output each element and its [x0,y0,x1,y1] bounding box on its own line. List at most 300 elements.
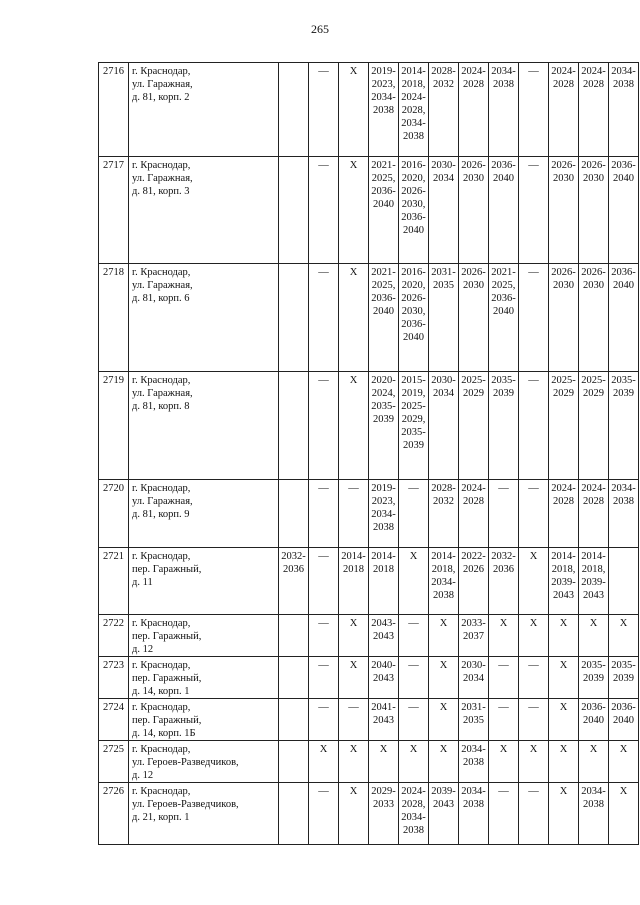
period-line: X [349,66,358,77]
period-cell [609,157,639,264]
period-cell [609,63,639,157]
address-line: д. 81, корп. 9 [132,509,190,520]
period-cell [279,480,309,548]
period-line: — [498,786,509,797]
period-line: 2018, [581,564,606,575]
address-line: г. Краснодар, [132,786,191,797]
period-line: 2024- [401,92,426,103]
period-line: X [349,786,358,797]
period-cell [399,699,429,741]
period-cell [579,372,609,480]
period-cell [459,615,489,657]
period-line: 2014- [581,551,606,562]
period-cell [429,63,459,157]
period-line: 2034- [581,786,606,797]
period-line: X [439,618,448,629]
period-cell [399,657,429,699]
period-line: 2030 [553,173,574,184]
period-cell [279,741,309,783]
period-cell [429,615,459,657]
period-line: 2036- [491,160,516,171]
period-line: 2025, [491,280,516,291]
period-line: — [318,267,329,278]
period-line: 2036- [371,186,396,197]
period-cell [429,372,459,480]
period-line: 2038 [493,79,514,90]
period-line: 2025- [461,375,486,386]
address-line: д. 81, корп. 3 [132,186,190,197]
period-cell [579,615,609,657]
period-line: 2039- [581,577,606,588]
period-line: 2031- [431,267,456,278]
address-line: д. 14, корп. 1Б [132,728,196,739]
period-line: — [348,702,359,713]
period-cell [399,548,429,615]
period-cell [399,741,429,783]
table-row [99,63,639,157]
address-line: г. Краснодар, [132,744,191,755]
address-line: г. Краснодар, [132,375,191,386]
period-cell [579,480,609,548]
period-line: 2032 [433,496,454,507]
period-cell [309,699,339,741]
period-line: 2023, [371,496,396,507]
period-line: — [528,160,539,171]
period-cell [579,657,609,699]
period-line: X [349,618,358,629]
period-cell [549,264,579,372]
period-line: 2034- [431,577,456,588]
address-line: г. Краснодар, [132,267,191,278]
period-line: 2029- [371,786,396,797]
row-number: 2717 [99,157,129,264]
period-line: X [349,660,358,671]
period-cell [489,264,519,372]
period-line: 2021- [371,160,396,171]
period-line: — [348,483,359,494]
period-line: 2028 [463,79,484,90]
period-line: 2026- [551,267,576,278]
period-cell [399,157,429,264]
period-line: — [528,66,539,77]
period-line: 2040 [373,306,394,317]
period-line: 2038 [373,522,394,533]
period-cell [309,783,339,845]
period-cell [609,783,639,845]
address-line: ул. Героев-Разведчиков, [132,757,239,768]
period-cell [459,783,489,845]
period-cell [519,615,549,657]
period-cell [549,63,579,157]
period-line: 2025- [581,375,606,386]
period-line: 2028, [401,105,426,116]
period-cell [429,157,459,264]
period-line: — [528,660,539,671]
period-line: 2029 [553,388,574,399]
period-cell [279,699,309,741]
period-cell [429,548,459,615]
period-line: — [318,160,329,171]
period-line: 2030- [431,160,456,171]
period-cell [429,480,459,548]
period-line: X [439,702,448,713]
period-line: 2043- [371,618,396,629]
period-cell [279,615,309,657]
period-line: 2016- [401,160,426,171]
period-cell [279,783,309,845]
period-line: X [349,160,358,171]
period-cell [459,657,489,699]
period-line: 2040 [613,173,634,184]
period-line: 2028- [431,66,456,77]
row-number: 2718 [99,264,129,372]
period-line: 2040 [613,715,634,726]
period-line: X [499,744,508,755]
period-line: 2040 [493,306,514,317]
period-line: — [408,660,419,671]
period-cell [609,372,639,480]
period-cell [519,63,549,157]
period-cell [339,615,369,657]
period-line: 2014- [551,551,576,562]
row-number: 2722 [99,615,129,657]
period-cell [279,63,309,157]
period-line: 2026 [463,564,484,575]
period-line: — [318,375,329,386]
address-line: д. 81, корп. 6 [132,293,190,304]
period-line: 2038 [613,79,634,90]
address-line: д. 12 [132,644,154,655]
period-line: 2029, [401,414,426,425]
period-line: 2043 [373,631,394,642]
period-cell [609,480,639,548]
period-cell [309,657,339,699]
period-line: 2036- [371,293,396,304]
period-line: X [349,375,358,386]
table-row [99,741,639,783]
period-cell [489,615,519,657]
period-cell [489,548,519,615]
period-line: X [529,618,538,629]
period-line: X [379,744,388,755]
period-line: 2023, [371,79,396,90]
period-line: X [619,786,628,797]
period-line: — [528,375,539,386]
period-cell [609,615,639,657]
period-cell [279,264,309,372]
period-line: 2030- [461,660,486,671]
period-line: 2032 [433,79,454,90]
period-cell [339,699,369,741]
period-line: 2030, [401,199,426,210]
period-line: 2041- [371,702,396,713]
period-cell [369,699,399,741]
period-cell [459,157,489,264]
period-line: 2036- [401,212,426,223]
period-line: 2034 [433,173,454,184]
period-line: — [318,702,329,713]
period-line: 2040 [373,199,394,210]
row-number: 2721 [99,548,129,615]
period-line: 2033 [373,799,394,810]
period-line: 2035 [463,715,484,726]
period-cell [609,264,639,372]
period-cell [549,480,579,548]
period-line: 2032- [281,551,306,562]
period-line: 2035- [581,660,606,671]
period-line: 2026- [581,160,606,171]
period-cell [339,657,369,699]
period-cell [309,157,339,264]
period-line: 2018, [551,564,576,575]
period-line: 2043 [553,590,574,601]
page-number: 265 [311,22,329,36]
period-line: 2038 [613,496,634,507]
period-cell [339,783,369,845]
period-line: 2040 [493,173,514,184]
period-line: 2040 [613,280,634,291]
period-line: — [498,702,509,713]
period-line: 2028 [463,496,484,507]
period-cell [609,699,639,741]
period-cell [459,264,489,372]
address-cell [129,372,279,480]
period-line: X [619,744,628,755]
period-cell [339,372,369,480]
period-cell [369,741,399,783]
period-line: 2025, [371,280,396,291]
period-line: 2028 [583,79,604,90]
address-line: г. Краснодар, [132,660,191,671]
period-line: 2024- [581,66,606,77]
period-cell [489,783,519,845]
row-number: 2725 [99,741,129,783]
period-line: 2034- [491,66,516,77]
address-cell [129,63,279,157]
period-line: 2031- [461,702,486,713]
address-line: д. 12 [132,770,154,781]
period-cell [369,480,399,548]
period-line: 2036- [491,293,516,304]
period-line: 2040 [583,715,604,726]
period-line: — [528,483,539,494]
period-line: 2020- [371,375,396,386]
period-line: 2026- [461,160,486,171]
address-line: д. 21, корп. 1 [132,812,190,823]
period-cell [549,615,579,657]
period-line: 2040- [371,660,396,671]
period-cell [279,157,309,264]
period-line: X [439,660,448,671]
period-line: 2025- [401,401,426,412]
period-line: 2028, [401,799,426,810]
period-line: — [318,483,329,494]
period-cell [549,699,579,741]
address-line: ул. Героев-Разведчиков, [132,799,239,810]
period-cell [519,480,549,548]
period-cell [309,615,339,657]
period-cell [459,372,489,480]
period-cell [399,264,429,372]
period-cell [549,741,579,783]
period-line: X [559,744,568,755]
period-line: X [559,786,568,797]
period-line: 2030- [431,375,456,386]
period-line: 2026- [401,293,426,304]
period-cell [369,264,399,372]
period-cell [429,657,459,699]
period-line: — [318,786,329,797]
period-line: — [408,618,419,629]
period-line: 2030 [463,173,484,184]
period-line: 2037 [463,631,484,642]
period-line: X [529,744,538,755]
table-row [99,480,639,548]
period-line: 2028 [553,79,574,90]
period-cell [519,657,549,699]
period-line: 2039 [373,414,394,425]
period-cell [579,63,609,157]
period-cell [609,741,639,783]
period-line: 2025, [371,173,396,184]
address-line: ул. Гаражная, [132,173,193,184]
period-line: 2033- [461,618,486,629]
period-line: 2034- [371,92,396,103]
period-line: 2034- [611,483,636,494]
address-line: пер. Гаражный, [132,673,202,684]
table-row [99,264,639,372]
period-cell [489,741,519,783]
period-cell [429,741,459,783]
period-line: 2043 [373,673,394,684]
period-line: 2038 [403,131,424,142]
period-line: 2039- [431,786,456,797]
table-row [99,615,639,657]
period-line: 2038 [583,799,604,810]
period-cell [609,657,639,699]
period-line: 2043 [373,715,394,726]
period-line: — [528,267,539,278]
period-line: 2035- [401,427,426,438]
period-cell [459,548,489,615]
address-line: г. Краснодар, [132,483,191,494]
period-line: X [349,267,358,278]
period-cell [369,657,399,699]
period-line: 2030 [583,173,604,184]
period-line: 2021- [371,267,396,278]
address-cell [129,548,279,615]
period-line: 2035- [491,375,516,386]
period-line: 2019, [401,388,426,399]
address-line: ул. Гаражная, [132,79,193,90]
period-cell [309,372,339,480]
period-line: 2035 [433,280,454,291]
address-line: г. Краснодар, [132,702,191,713]
period-cell [549,372,579,480]
period-cell [459,480,489,548]
period-line: 2029 [463,388,484,399]
period-line: — [498,660,509,671]
address-cell [129,699,279,741]
table-row [99,657,639,699]
period-line: 2020, [401,280,426,291]
table-row [99,548,639,615]
housing-schedule-table [98,62,639,845]
period-line: 2024- [551,483,576,494]
period-cell [459,741,489,783]
period-line: — [408,702,419,713]
period-cell [369,372,399,480]
period-line: — [318,551,329,562]
address-line: ул. Гаражная, [132,388,193,399]
period-line: X [439,744,448,755]
period-cell [399,63,429,157]
period-line: 2024- [461,483,486,494]
period-line: 2036- [581,702,606,713]
period-cell [339,480,369,548]
period-cell [549,157,579,264]
period-line: 2024, [371,388,396,399]
period-cell [519,157,549,264]
period-line: 2018, [401,79,426,90]
period-line: 2024- [401,786,426,797]
period-cell [429,264,459,372]
period-line: X [529,551,538,562]
address-line: пер. Гаражный, [132,715,202,726]
period-line: 2039 [493,388,514,399]
period-line: 2024- [551,66,576,77]
period-cell [519,372,549,480]
address-line: г. Краснодар, [132,551,191,562]
period-line: 2035- [611,375,636,386]
period-cell [369,63,399,157]
address-line: д. 11 [132,577,153,588]
period-cell [489,657,519,699]
address-line: д. 14, корп. 1 [132,686,190,697]
period-cell [339,741,369,783]
period-cell [399,615,429,657]
period-line: 2028- [431,483,456,494]
period-line: X [559,702,568,713]
period-cell [579,699,609,741]
period-line: 2034- [401,118,426,129]
period-line: X [589,618,598,629]
period-line: 2020, [401,173,426,184]
period-cell [309,548,339,615]
period-line: 2034 [433,388,454,399]
table-row [99,372,639,480]
period-line: 2039 [583,673,604,684]
period-cell [369,157,399,264]
period-line: X [619,618,628,629]
period-cell [459,63,489,157]
period-line: 2030 [583,280,604,291]
period-cell [309,264,339,372]
period-line: 2040 [403,225,424,236]
period-line: 2018, [431,564,456,575]
period-line: 2038 [433,590,454,601]
period-line: 2019- [371,483,396,494]
period-cell [519,783,549,845]
period-line: X [589,744,598,755]
address-cell [129,157,279,264]
period-line: 2036- [611,160,636,171]
period-line: 2036 [493,564,514,575]
address-cell [129,657,279,699]
period-line: X [559,660,568,671]
period-line: X [349,744,358,755]
address-cell [129,741,279,783]
